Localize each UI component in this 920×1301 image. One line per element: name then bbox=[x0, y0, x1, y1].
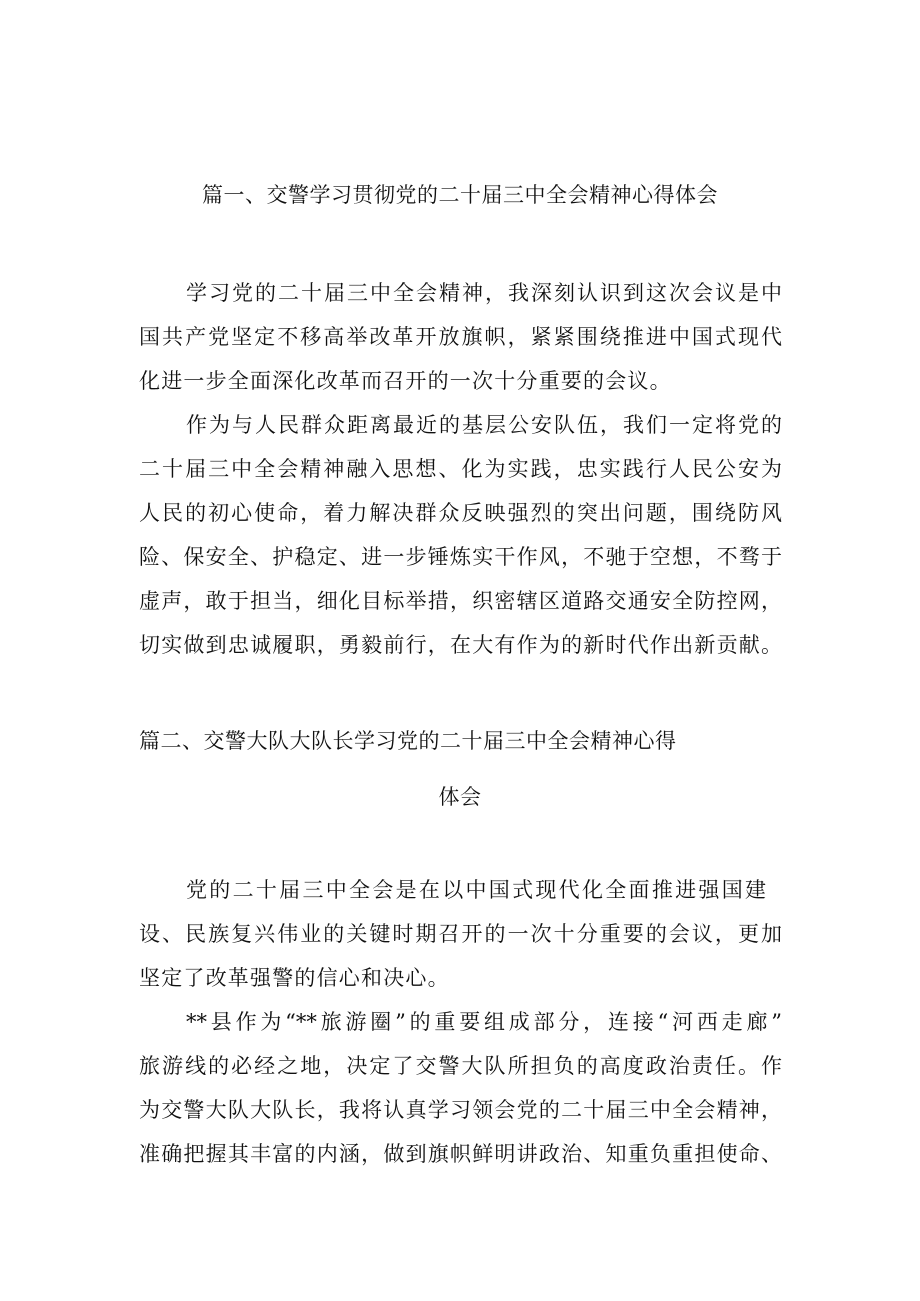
paragraph-line: 虚声，敢于担当，细化目标举措，织密辖区道路交通安全防控网， bbox=[139, 589, 782, 613]
paragraph-line: 人民的初心使命，着力解决群众反映强烈的突出问题，围绕防风 bbox=[139, 501, 782, 525]
paragraph-line: 党的二十届三中全会是在以中国式现代化全面推进强国建 bbox=[186, 878, 766, 902]
paragraph-line: 国共产党坚定不移高举改革开放旗帜，紧紧围绕推进中国式现代 bbox=[139, 325, 782, 349]
paragraph-line: 险、保安全、护稳定、进一步锤炼实干作风，不驰于空想，不骛于 bbox=[139, 545, 782, 569]
paragraph-line: 作为与人民群众距离最近的基层公安队伍，我们一定将党的 bbox=[186, 413, 782, 437]
section1-title: 篇一、交警学习贯彻党的二十届三中全会精神心得体会 bbox=[202, 183, 718, 207]
paragraph-line: 二十届三中全会精神融入思想、化为实践，忠实践行人民公安为 bbox=[139, 457, 782, 481]
section2-title-continued: 体会 bbox=[438, 785, 482, 809]
paragraph-line: 学习党的二十届三中全会精神，我深刻认识到这次会议是中 bbox=[186, 281, 782, 305]
paragraph-line: **县作为“**旅游圈”的重要组成部分，连接“河西走廊” bbox=[186, 1010, 782, 1034]
paragraph-line: 设、民族复兴伟业的关键时期召开的一次十分重要的会议，更加 bbox=[139, 922, 782, 946]
paragraph-line: 化进一步全面深化改革而召开的一次十分重要的会议。 bbox=[139, 369, 672, 393]
section2-title: 篇二、交警大队大队长学习党的二十届三中全会精神心得 bbox=[139, 729, 677, 753]
paragraph-line: 为交警大队大队长，我将认真学习领会党的二十届三中全会精神， bbox=[139, 1098, 782, 1122]
paragraph-line: 准确把握其丰富的内涵，做到旗帜鲜明讲政治、知重负重担使命、 bbox=[139, 1142, 782, 1166]
paragraph-line: 坚定了改革强警的信心和决心。 bbox=[139, 966, 450, 990]
paragraph-line: 切实做到忠诚履职，勇毅前行，在大有作为的新时代作出新贡献。 bbox=[139, 633, 782, 657]
paragraph-line: 旅游线的必经之地，决定了交警大队所担负的高度政治责任。作 bbox=[139, 1054, 782, 1078]
